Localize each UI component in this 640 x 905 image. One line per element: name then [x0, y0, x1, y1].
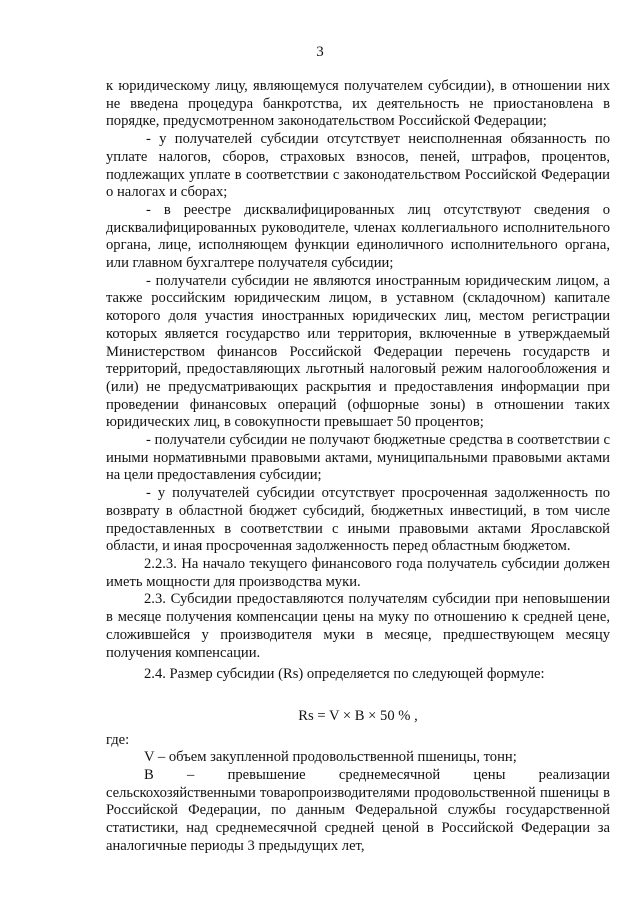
page-number: 3: [316, 44, 324, 60]
document-body: [106, 78, 610, 856]
definition-v: V – объем закупленной продовольственной пшеницы, тонн;: [144, 749, 517, 766]
paragraph-disqualified-registry: - в реестре дисквалифицированных лиц отсутствуют сведения о дисквалифицированных руководителе, членах коллегиального исполнительного органа, лице, исполняющем функции единоличного исполнительного органа, или главном бухгалтере получателя субсидии;: [106, 201, 610, 272]
paragraph-budget-funds: - получатели субсидии не получают бюджетные средства в соответствии с иными нормативными правовыми актами, муниципальными правовыми актами на цели предоставления субсидии;: [106, 432, 610, 484]
subsidy-formula: Rs = V × B × 50 % ,: [298, 707, 418, 724]
paragraph-2-2-3: 2.2.3. На начало текущего финансового года получатель субсидии должен иметь мощности для производства муки.: [106, 555, 610, 590]
paragraph-2-4: 2.4. Размер субсидии (Rs) определяется по следующей формуле:: [144, 666, 545, 683]
paragraph-foreign-entity: - получатели субсидии не являются иностранным юридическим лицом, а также российским юридическим лицом, в уставном (складочном) капитале которого доля участия иностранных юридических лиц, местом регистрации которых является государство или территория, включенные в утверждаемый Министерством финансов Российской Федерации перечень государств и территорий, предоставляющих льготный налоговый режим налогообложения и (или) не предусматривающих раскрытия и предоставления информации при проведении финансовых операций (офшорные зоны) в отношении таких юридических лиц, в совокупности превышает 50 процентов;: [106, 272, 610, 431]
where-label: где:: [106, 731, 130, 748]
paragraph-tax-debt: - у получателей субсидии отсутствует неисполненная обязанность по уплате налогов, сборов, страховых взносов, пеней, штрафов, процентов, подлежащих уплате в соответствии с законодательством Российской Федерации о налогах и сборах;: [106, 131, 610, 201]
paragraph-overdue-debt: - у получателей субсидии отсутствует просроченная задолженность по возврату в областной бюджет субсидий, бюджетных инвестиций, в том числе предоставленных в соответствии с иными правовыми актами Ярославской области, и иная просроченная задолженность перед областным бюджетом.: [106, 485, 610, 555]
definition-b: B – превышение среднемесячной цены реализации сельскохозяйственными товаропроизводителями продовольственной пшеницы в Российской Федерации, по данным Федеральной службы государственной статистики, над среднемесячной средней ценой в Российской Федерации за аналогичные периоды 3 предыдущих лет,: [106, 767, 610, 854]
paragraph-2-3: 2.3. Субсидии предоставляются получателям субсидии при неповышении в месяце получения компенсации цены на муку по отношению к средней цене, сложившейся у производителя муки в месяце, предшествующем месяцу получения компенсации.: [106, 591, 610, 661]
paragraph-continuation: к юридическому лицу, являющемуся получателем субсидии), в отношении них не введена процедура банкротства, их деятельность не приостановлена в порядке, предусмотренном законодательством Российской Федерации;: [106, 78, 610, 130]
